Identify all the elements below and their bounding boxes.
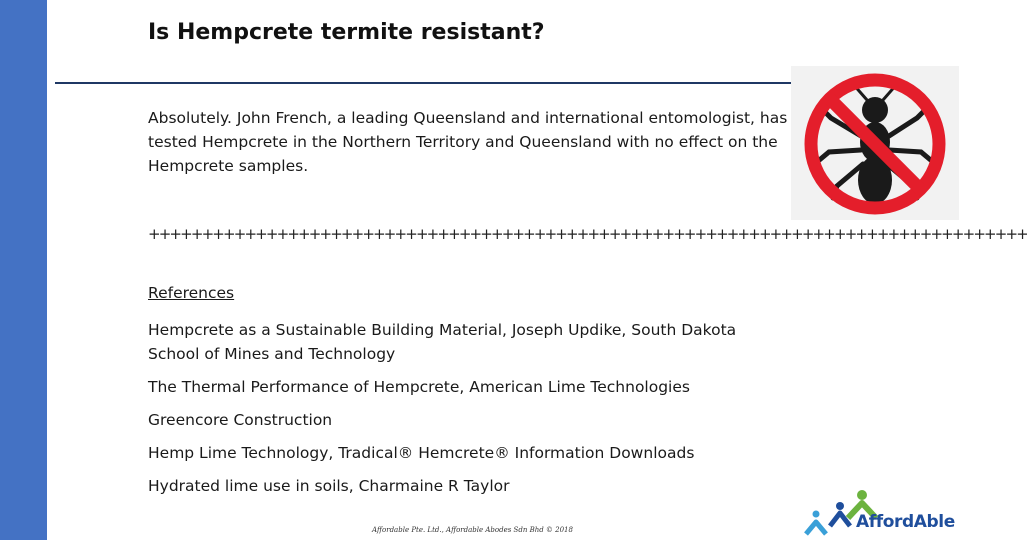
references-list (148, 318, 788, 507)
answer-paragraph: Absolutely. John French, a leading Queensland and international entomologist, has tested Hempcrete in the Northern Territory and Queensland with no effect on the Hempcrete samples. (148, 109, 788, 175)
reference-item: Hydrated lime use in soils, Charmaine R Taylor (148, 477, 510, 495)
title-divider (55, 82, 792, 84)
left-accent-bar (0, 0, 47, 540)
logo-wordmark: AffordAble (856, 512, 955, 532)
reference-item: Hemp Lime Technology, Tradical® Hemcrete® Information Downloads (148, 444, 695, 462)
copyright-footer: Affordable Pte. Ltd., Affordable Abodes Sdn Bhd © 2018 (372, 526, 573, 534)
references-heading: References (148, 284, 235, 302)
separator-line: ++++++++++++++++++++++++++++++++++++++++++++++++++++++++++++++++++++++++++++++++++ (148, 225, 1027, 243)
reference-item: The Thermal Performance of Hempcrete, American Lime Technologies (148, 378, 690, 396)
slide-title: Is Hempcrete termite resistant? (148, 20, 545, 45)
reference-item: Greencore Construction (148, 411, 333, 429)
reference-item: Hempcrete as a Sustainable Building Material, Joseph Updike, South Dakota School of Mines and Technology (148, 321, 737, 363)
no-termite-icon (791, 66, 959, 220)
